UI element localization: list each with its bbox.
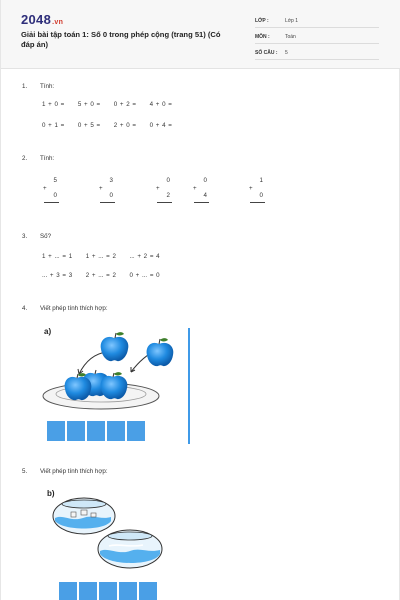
page-title: Giải bài tập toán 1: Số 0 trong phép cộng (trang 51) (Có đáp án) [21,30,221,49]
meta-row-class [255,14,379,28]
fishbowl-shape [98,530,162,568]
site-logo[interactable] [21,12,63,27]
answer-box[interactable] [67,421,85,441]
divider-line [188,328,190,444]
plus-sign: + [99,185,103,192]
addend-bottom: 0 [53,192,57,199]
meta-value: Toán [285,33,296,40]
vertical-addition [193,177,209,209]
sum-bar [100,202,115,203]
answer-box[interactable] [79,582,97,600]
meta-row-count [255,46,379,60]
question-1-number: 1. [22,83,28,90]
plus-sign: + [43,185,47,192]
meta-value: Lớp 1 [285,17,299,24]
question-2-number: 2. [22,155,28,162]
sum-bar [194,202,209,203]
addend-bottom: 2 [166,192,170,199]
plus-sign: + [249,185,253,192]
question-4-text: Viết phép tính thích hợp: [40,305,108,312]
addend-bottom: 0 [259,192,263,199]
answer-box[interactable] [107,421,125,441]
answer-box[interactable] [99,582,117,600]
answer-box[interactable] [59,582,77,600]
addend-top: 3 [109,177,113,184]
question-3-text: Số? [40,233,52,240]
question-1-line-2: 0 + 1 = 0 + 5 = 2 + 0 = 0 + 4 = [42,122,172,129]
answer-box[interactable] [47,421,65,441]
logo-text: 2048 [21,12,52,27]
addend-top: 0 [203,177,207,184]
answer-box[interactable] [139,582,157,600]
meta-label: LỚP : [255,17,269,24]
meta-label: SỐ CÂU : [255,49,278,56]
answer-boxes[interactable] [47,421,145,441]
vertical-addition [156,177,172,209]
sublabel-a: a) [44,327,52,336]
vertical-addition [43,177,59,209]
meta-row-subject [255,30,379,44]
question-1-line-1: 1 + 0 = 5 + 0 = 0 + 2 = 4 + 0 = [42,101,172,108]
addend-top: 1 [259,177,263,184]
meta-table [255,14,379,62]
plus-sign: + [193,185,197,192]
question-2-text: Tính: [40,155,55,162]
vertical-addition [99,177,115,209]
question-4-number: 4. [22,305,28,312]
answer-box[interactable] [127,421,145,441]
question-3-number: 3. [22,233,28,240]
answer-box[interactable] [87,421,105,441]
answer-box[interactable] [119,582,137,600]
plus-sign: + [156,185,160,192]
question-5-text: Viết phép tính thích hợp: [40,468,108,475]
sum-bar [44,202,59,203]
worksheet-header [1,0,400,69]
arrow-left-shape [79,352,107,374]
question-3-line-2: ... + 3 = 3 2 + ... = 2 0 + ... = 0 [42,272,160,279]
answer-boxes[interactable] [59,582,157,600]
question-1-text: Tính: [40,83,55,90]
addend-top: 0 [166,177,170,184]
sum-bar [157,202,172,203]
apples-plate-illustration [39,330,179,412]
apple-shape [101,332,129,361]
apple-shape [147,338,174,366]
fishbowl-shape [53,498,115,534]
vertical-addition [249,177,265,209]
meta-label: MÔN : [255,33,270,40]
fishbowls-illustration [51,496,166,574]
addend-bottom: 0 [109,192,113,199]
addend-top: 5 [53,177,57,184]
logo-suffix: .vn [52,19,64,26]
question-3-line-1: 1 + ... = 1 1 + ... = 2 ... + 2 = 4 [42,253,160,260]
addend-bottom: 4 [203,192,207,199]
meta-value: 5 [285,49,288,56]
sublabel-b: b) [47,489,55,498]
question-5-number: 5. [22,468,28,475]
sum-bar [250,202,265,203]
